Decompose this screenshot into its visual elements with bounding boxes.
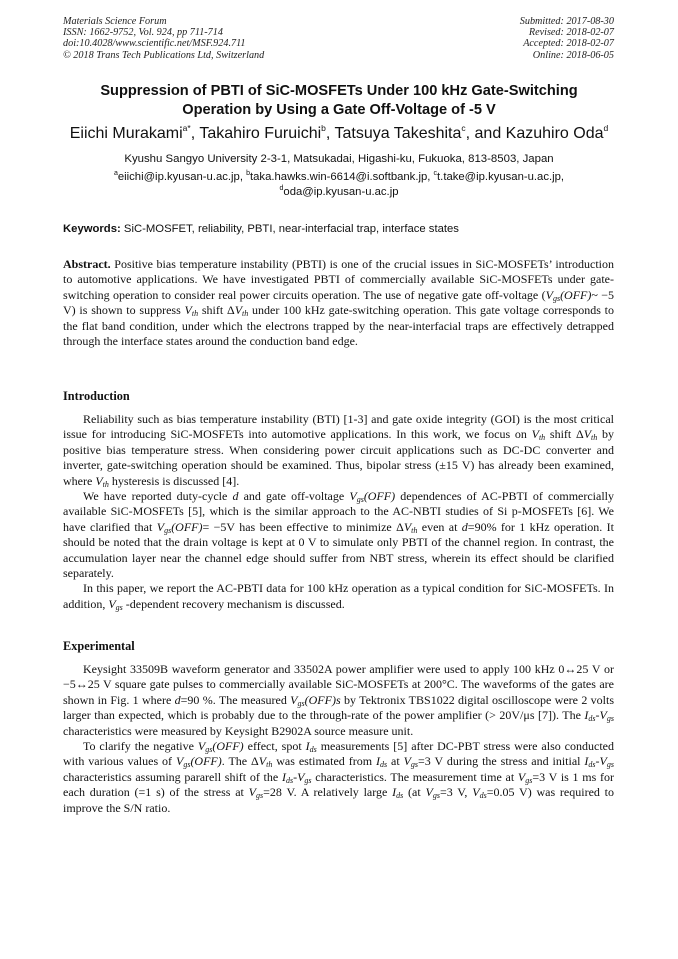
author-list: Eiichi Murakami$^{a*}$, Takahiro Furuichi$^b$, Tatsuya Takeshita$^c$, and Kazuhiro Oda$^d$ (69, 123, 609, 142)
symbol-sub: th (102, 479, 109, 489)
paragraph (63, 739, 614, 816)
symbol-sub: ds (309, 745, 317, 755)
symbol-sub: gs (115, 602, 123, 612)
text-run: =90% for 1 kHz operation. It should be noted that the drain voltage is kept at 0 V to simulate only PBTI of the channel region. In contrast, the accumulation layer near the channel edge should suffer from NBT stress, wherein its effect should be clarified separately. (63, 519, 615, 581)
text-run: dependences of AC-PBTI of commercially available SiC-MOSFETs [5], which is the similar approach to the AC-NBTI studies of Si p-MOSFETs [6]. We have clarified that (63, 489, 615, 534)
symbol: V (156, 519, 165, 534)
symbol-sub: gs (183, 760, 191, 770)
experimental-body (63, 662, 614, 816)
text-run: =3 V is 1 ms for each duration (=1 s) of the stress at (63, 769, 614, 800)
email-mark: d (279, 185, 284, 192)
text-run: We have reported duty-cycle (83, 489, 233, 504)
title-line-2: Operation by Using a Gate Off-Voltage of -5 V (182, 102, 496, 118)
symbol: d (174, 692, 181, 707)
text-run: Positive bias temperature instability (PBTI) is one of the crucial issues in SiC-MOSFETs’ introduction to automotive applications. We have investigated PBTI of commercially available SiC-MOSFETs under gate-switching operation to consider real power circuits operation. The use of negative gate off-voltage ( (63, 257, 614, 302)
text-run: -dependent recovery mechanism is discussed. (122, 596, 345, 611)
text-run: - (595, 708, 600, 723)
symbol: V (425, 785, 433, 800)
symbol: V (184, 303, 192, 318)
symbol: V (175, 754, 184, 769)
text-run: shift Δ (545, 427, 584, 442)
text-run: characteristics were measured by Keysight B2902A source measure unit. (63, 723, 414, 738)
symbol-sub: gs (606, 714, 614, 724)
paragraph (63, 489, 614, 581)
symbol-sub: gs (432, 791, 440, 801)
publication-dates (520, 16, 614, 61)
symbol: V (531, 427, 539, 442)
doi: doi:10.4028/www.scientific.net/MSF.924.711 (63, 38, 246, 50)
text-run: =3 V during the stress and initial (418, 754, 585, 769)
symbol: V (349, 489, 357, 504)
text-run: To clarify the negative (83, 739, 198, 754)
text-run: =0.05 V) was required to improve the S/N ratio. (63, 785, 615, 815)
text-run: = −5V has been effective to minimize Δ (202, 519, 404, 534)
symbol: I (305, 739, 310, 754)
symbol: V (599, 708, 607, 723)
text-run: even at (417, 519, 462, 534)
symbol-sub: th (538, 433, 546, 443)
text-run: at (387, 754, 404, 769)
text-run: - (595, 754, 600, 769)
symbol-sub: ds (588, 760, 596, 770)
author-mark: c (461, 123, 466, 133)
text-run: under 100 kHz gate-switching operation. This gate voltage corresponds to the flat band condition, under which the electrons trapped by the near-interfacial traps are effectively detrapped through the interface states around the conduction band edge. (63, 303, 614, 349)
symbol: V (297, 769, 305, 784)
journal-name: Materials Science Forum (63, 16, 167, 27)
symbol: (OFF) (212, 739, 244, 754)
text-run: characteristics assuming pararell shift of the (63, 769, 282, 784)
text-run: characteristics. The measurement time at (311, 769, 518, 784)
author-name: Eiichi Murakami (69, 125, 183, 142)
introduction-body (63, 412, 614, 612)
symbol-sub: th (191, 309, 199, 319)
symbol-sub: gs (410, 760, 419, 770)
symbol: V (403, 754, 411, 769)
symbol: V (517, 769, 526, 784)
text-run: (at (403, 785, 426, 800)
symbol-sub: ds (285, 775, 294, 785)
symbol: (OFF) (363, 489, 396, 504)
author-name: Kazuhiro Oda (505, 125, 604, 142)
text-run: shift Δ (198, 303, 235, 318)
symbol-sub: gs (606, 760, 614, 770)
symbol-sub: gs (205, 745, 213, 755)
text-run: by positive bias temperature stress. When considering power circuit applications such as DC-DC converter and inverter, gate-switching operation should be examined. Thus, bipolar stress (±15 V) has already been examined, where (63, 427, 614, 488)
symbol: I (584, 708, 589, 723)
accepted-date: Accepted: 2018-02-07 (523, 38, 614, 50)
symbol-sub: th (242, 309, 249, 319)
keywords-text: SiC-MOSFET, reliability, PBTI, near-interfacial trap, interface states (123, 223, 459, 235)
author-mark: b (321, 123, 326, 133)
symbol-sub: ds (396, 791, 404, 801)
author-mark: d (603, 123, 609, 133)
paper-title (40, 82, 638, 120)
symbol: d (461, 519, 468, 534)
journal-info (63, 16, 264, 61)
symbol: I (584, 754, 589, 769)
text-run: =3 V, (439, 785, 473, 800)
symbol-sub: gs (256, 791, 264, 801)
symbol: (OFF)s (304, 692, 341, 707)
text-run: ~ −5 V) is shown to suppress (63, 287, 614, 318)
paragraph (63, 412, 614, 489)
text-run: by Tektronix TBS1022 digital oscilloscope were 2 volts larger than expected, which is probably due to the through-rate of the power amplifier (> 20V/μs [7]). The (63, 692, 614, 723)
symbol: V (472, 785, 480, 800)
email-mark: a (113, 170, 118, 177)
symbol: I (375, 754, 380, 769)
symbol-sub: ds (479, 791, 487, 801)
symbol-sub: th (411, 525, 418, 535)
symbol: V (403, 519, 412, 534)
symbol: (OFF) (190, 754, 222, 769)
text-run: =90 %. The measured (180, 692, 291, 707)
symbol-sub: gs (297, 698, 305, 708)
text-run: - (293, 769, 298, 784)
abstract-label: Abstract. (63, 257, 111, 271)
author-mark: a* (182, 123, 191, 133)
text-run: =28 V. A relatively large (263, 785, 393, 800)
email-mark: b (246, 170, 251, 177)
author-name: Tatsuya Takeshita (334, 125, 462, 142)
copyright: © 2018 Trans Tech Publications Ltd, Switzerland (63, 49, 265, 61)
symbol-sub: gs (164, 525, 172, 535)
online-date: Online: 2018-06-05 (532, 49, 614, 61)
author-name: Takahiro Furuichi (199, 125, 322, 142)
symbol: (OFF) (560, 287, 592, 302)
abstract (63, 257, 614, 349)
email-link[interactable]: eiichi@ip.kyusan-u.ac.jp (117, 171, 240, 183)
symbol-sub: gs (552, 293, 561, 303)
email-link[interactable]: taka.hawks.win-6614@i.softbank.jp (250, 171, 428, 183)
keywords (63, 222, 623, 236)
text-run: and gate off-voltage (238, 489, 350, 504)
text-run: measurements [5] after DC-PBT stress were also conducted with various values of (63, 739, 614, 769)
symbol-sub: ds (379, 760, 388, 770)
symbol-sub: ds (588, 714, 596, 724)
paragraph (63, 662, 614, 739)
symbol: V (545, 287, 553, 302)
symbol: V (197, 739, 206, 754)
symbol-sub: gs (525, 775, 533, 785)
symbol: I (281, 769, 286, 784)
symbol: V (95, 473, 103, 488)
email-link[interactable]: oda@ip.kyusan-u.ac.jp (283, 186, 399, 198)
title-line-1: Suppression of PBTI of SiC-MOSFETs Under 100 kHz Gate-Switching (100, 83, 578, 99)
revised-date: Revised: 2018-02-07 (528, 27, 614, 39)
symbol-sub: th (591, 433, 598, 443)
email-mark: c (433, 170, 438, 177)
symbol: V (258, 754, 267, 769)
affiliation: Kyushu Sangyo University 2-3-1, Matsukadai, Higashi-ku, Fukuoka, 813-8503, Japan (124, 153, 554, 165)
symbol: V (599, 754, 607, 769)
symbol: V (248, 785, 256, 800)
text-run: Reliability such as bias temperature instability (BTI) [1-3] and gate oxide integrity (GOI) is the most critical issue for introducing SiC-MOSFETs into automotive applications. In this work, we focus on (63, 412, 614, 442)
symbol: V (108, 596, 116, 611)
symbol-sub: th (266, 760, 273, 770)
section-heading-experimental: Experimental (63, 639, 135, 653)
text-run: hysteresis is discussed [4]. (108, 473, 240, 488)
symbol-sub: gs (356, 495, 364, 505)
symbol-sub: gs (304, 775, 312, 785)
symbol: I (392, 785, 397, 800)
submitted-date: Submitted: 2017-08-30 (519, 16, 614, 27)
issn: ISSN: 1662-9752, Vol. 924, pp 711-714 (63, 27, 223, 39)
text-run: Keysight 33509B waveform generator and 33502A power amplifier were used to apply 100 kHz 0↔25 V or −5↔25 V square gate pulses to commercially available SiC-MOSFETs at 200°C. The waveforms of the gates are shown in Fig. 1 where (63, 662, 614, 707)
keywords-label: Keywords: (63, 223, 121, 235)
text-run: . The Δ (221, 754, 259, 769)
paragraph (63, 581, 614, 612)
email-link[interactable]: t.take@ip.kyusan-u.ac.jp (437, 171, 561, 183)
section-heading-introduction: Introduction (63, 389, 130, 403)
symbol: (OFF) (171, 519, 203, 534)
symbol: V (290, 692, 298, 707)
symbol: d (232, 489, 239, 504)
symbol: V (234, 303, 243, 318)
text-run: was estimated from (272, 754, 376, 769)
text-run: In this paper, we report the AC-PBTI data for 100 kHz operation as a typical condition for SiC-MOSFETs. In addition, (63, 581, 614, 611)
author-emails: $^a$eiichi@ip.kyusan-u.ac.jp, $^b$taka.hawks.win-6614@i.softbank.jp, $^c$t.take@ip.kyusan-u.ac.jp, $^d$oda@ip.kyusan-u.ac.jp (113, 170, 565, 198)
text-run: effect, spot (243, 739, 306, 754)
symbol: V (583, 427, 592, 442)
